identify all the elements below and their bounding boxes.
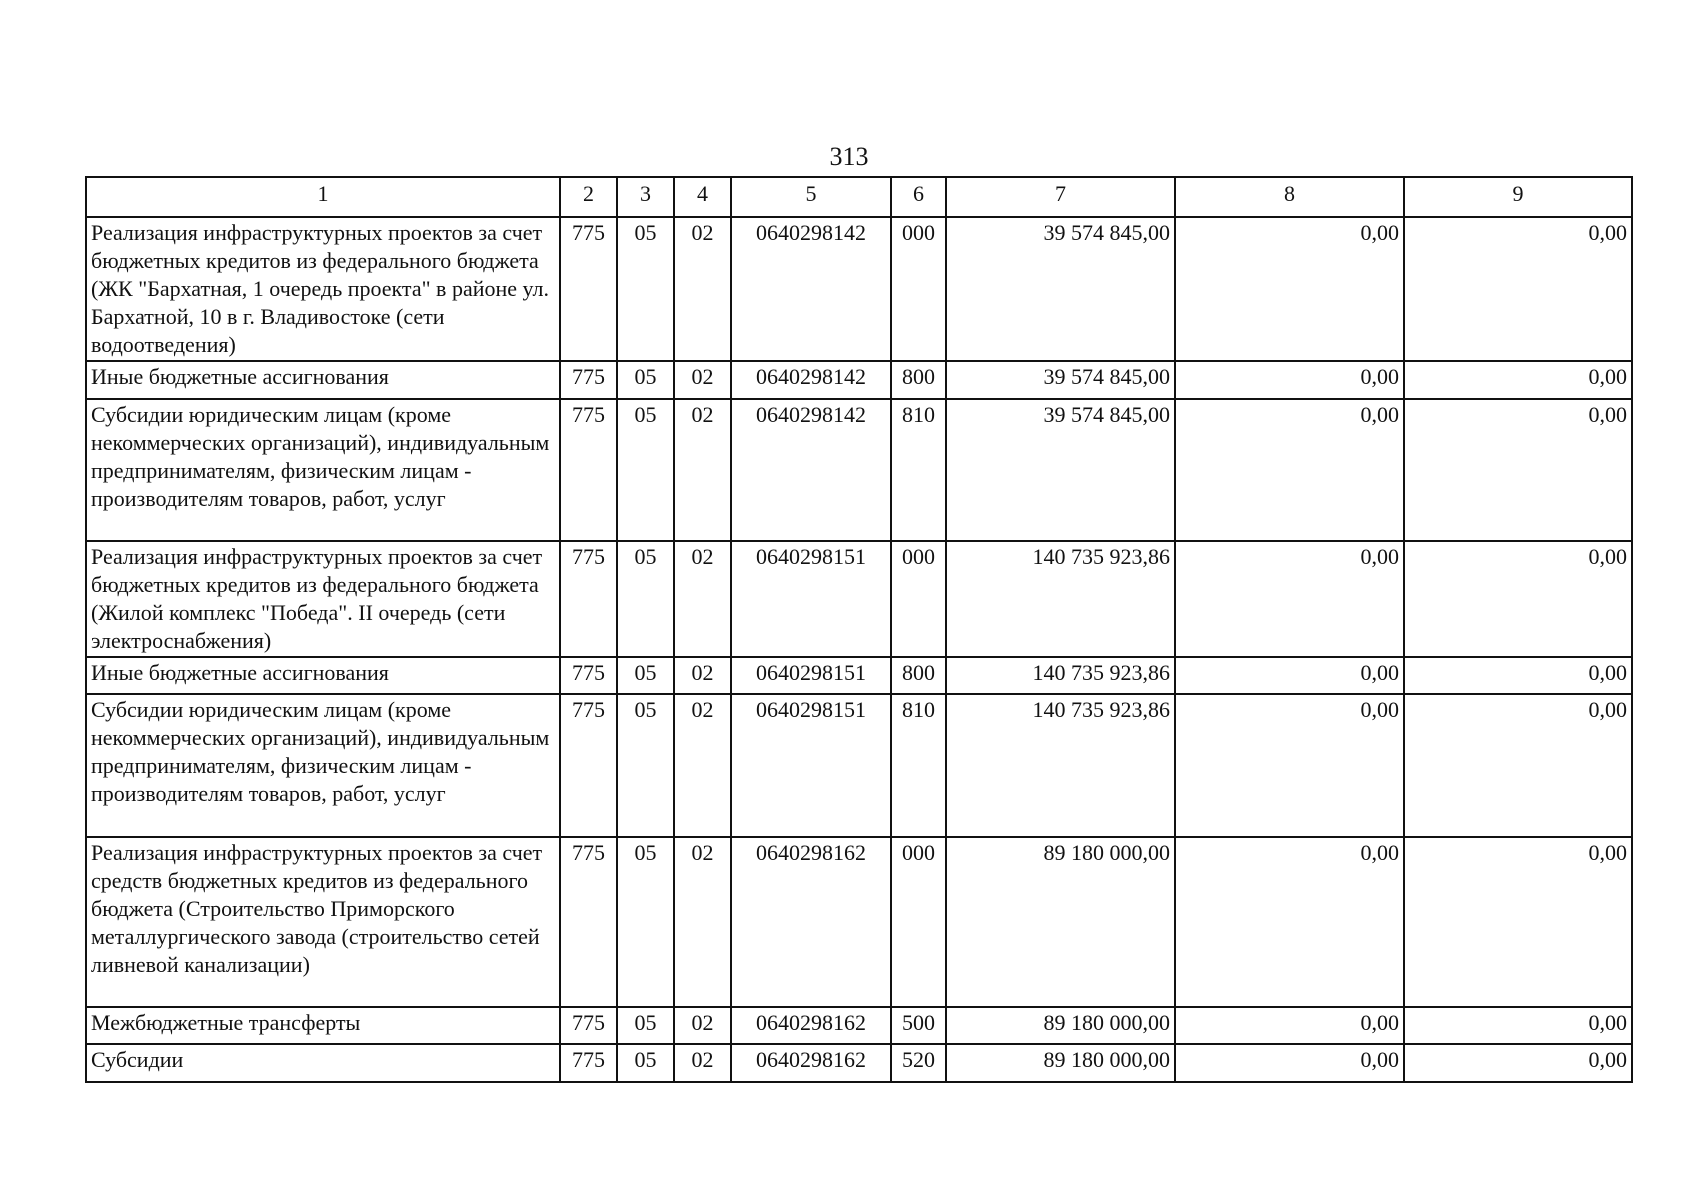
subsection-code: 02 bbox=[674, 1044, 731, 1082]
section-code: 05 bbox=[617, 1007, 674, 1044]
expense-type-code: 000 bbox=[891, 541, 946, 657]
target-article-code: 0640298142 bbox=[731, 399, 891, 541]
expense-type-code: 500 bbox=[891, 1007, 946, 1044]
target-article-code: 0640298151 bbox=[731, 541, 891, 657]
amount-col-9: 0,00 bbox=[1404, 361, 1632, 399]
amount-col-7: 89 180 000,00 bbox=[946, 1007, 1175, 1044]
subsection-code: 02 bbox=[674, 361, 731, 399]
amount-col-8: 0,00 bbox=[1175, 1007, 1404, 1044]
amount-col-8: 0,00 bbox=[1175, 217, 1404, 361]
table-row bbox=[86, 361, 1632, 399]
expense-type-code: 800 bbox=[891, 361, 946, 399]
amount-col-9: 0,00 bbox=[1404, 1007, 1632, 1044]
section-code: 05 bbox=[617, 399, 674, 541]
column-header: 2 bbox=[560, 177, 617, 217]
target-article-code: 0640298142 bbox=[731, 217, 891, 361]
subsection-code: 02 bbox=[674, 837, 731, 1007]
page-number: 313 bbox=[829, 142, 869, 171]
amount-col-8: 0,00 bbox=[1175, 361, 1404, 399]
amount-col-8: 0,00 bbox=[1175, 657, 1404, 694]
target-article-code: 0640298151 bbox=[731, 694, 891, 837]
ministry-code: 775 bbox=[560, 399, 617, 541]
amount-col-7: 89 180 000,00 bbox=[946, 837, 1175, 1007]
column-header: 4 bbox=[674, 177, 731, 217]
column-header: 8 bbox=[1175, 177, 1404, 217]
expense-type-code: 810 bbox=[891, 399, 946, 541]
table-row bbox=[86, 837, 1632, 1007]
subsection-code: 02 bbox=[674, 399, 731, 541]
amount-col-8: 0,00 bbox=[1175, 541, 1404, 657]
ministry-code: 775 bbox=[560, 837, 617, 1007]
target-article-code: 0640298151 bbox=[731, 657, 891, 694]
target-article-code: 0640298162 bbox=[731, 1007, 891, 1044]
table-row bbox=[86, 694, 1632, 837]
table-row bbox=[86, 399, 1632, 541]
ministry-code: 775 bbox=[560, 217, 617, 361]
expense-type-code: 520 bbox=[891, 1044, 946, 1082]
amount-col-7: 39 574 845,00 bbox=[946, 361, 1175, 399]
row-name: Иные бюджетные ассигнования bbox=[86, 657, 560, 694]
column-header: 5 bbox=[731, 177, 891, 217]
row-name: Иные бюджетные ассигнования bbox=[86, 361, 560, 399]
amount-col-7: 39 574 845,00 bbox=[946, 399, 1175, 541]
row-name: Субсидии юридическим лицам (кроме некоммерческих организаций), индивидуальным предпринимателям, физическим лицам - производителям товаров, работ, услуг bbox=[86, 399, 560, 541]
section-code: 05 bbox=[617, 217, 674, 361]
ministry-code: 775 bbox=[560, 361, 617, 399]
row-name: Межбюджетные трансферты bbox=[86, 1007, 560, 1044]
section-code: 05 bbox=[617, 361, 674, 399]
subsection-code: 02 bbox=[674, 1007, 731, 1044]
subsection-code: 02 bbox=[674, 541, 731, 657]
ministry-code: 775 bbox=[560, 694, 617, 837]
row-name: Реализация инфраструктурных проектов за счет средств бюджетных кредитов из федерального бюджета (Строительство Приморского металлургического завода (строительство сетей ливневой канализации) bbox=[86, 837, 560, 1007]
ministry-code: 775 bbox=[560, 541, 617, 657]
amount-col-7: 140 735 923,86 bbox=[946, 541, 1175, 657]
expense-type-code: 800 bbox=[891, 657, 946, 694]
amount-col-8: 0,00 bbox=[1175, 1044, 1404, 1082]
amount-col-7: 140 735 923,86 bbox=[946, 694, 1175, 837]
subsection-code: 02 bbox=[674, 694, 731, 837]
table-row bbox=[86, 217, 1632, 361]
table-row bbox=[86, 541, 1632, 657]
section-code: 05 bbox=[617, 694, 674, 837]
target-article-code: 0640298142 bbox=[731, 361, 891, 399]
table-row bbox=[86, 1007, 1632, 1044]
expense-type-code: 000 bbox=[891, 217, 946, 361]
section-code: 05 bbox=[617, 657, 674, 694]
target-article-code: 0640298162 bbox=[731, 1044, 891, 1082]
column-header: 6 bbox=[891, 177, 946, 217]
column-header: 1 bbox=[86, 177, 560, 217]
amount-col-8: 0,00 bbox=[1175, 399, 1404, 541]
section-code: 05 bbox=[617, 541, 674, 657]
header-row bbox=[86, 177, 1632, 217]
amount-col-9: 0,00 bbox=[1404, 1044, 1632, 1082]
row-name: Субсидии bbox=[86, 1044, 560, 1082]
target-article-code: 0640298162 bbox=[731, 837, 891, 1007]
ministry-code: 775 bbox=[560, 1007, 617, 1044]
amount-col-9: 0,00 bbox=[1404, 657, 1632, 694]
table-row bbox=[86, 657, 1632, 694]
amount-col-8: 0,00 bbox=[1175, 837, 1404, 1007]
column-header: 3 bbox=[617, 177, 674, 217]
amount-col-7: 89 180 000,00 bbox=[946, 1044, 1175, 1082]
amount-col-9: 0,00 bbox=[1404, 694, 1632, 837]
amount-col-7: 39 574 845,00 bbox=[946, 217, 1175, 361]
row-name: Субсидии юридическим лицам (кроме некоммерческих организаций), индивидуальным предпринимателям, физическим лицам - производителям товаров, работ, услуг bbox=[86, 694, 560, 837]
amount-col-9: 0,00 bbox=[1404, 541, 1632, 657]
section-code: 05 bbox=[617, 837, 674, 1007]
row-name: Реализация инфраструктурных проектов за счет бюджетных кредитов из федерального бюджета (Жилой комплекс "Победа". II очередь (сети электроснабжения) bbox=[86, 541, 560, 657]
section-code: 05 bbox=[617, 1044, 674, 1082]
column-header: 9 bbox=[1404, 177, 1632, 217]
amount-col-8: 0,00 bbox=[1175, 694, 1404, 837]
row-name: Реализация инфраструктурных проектов за счет бюджетных кредитов из федерального бюджета (ЖК "Бархатная, 1 очередь проекта" в районе ул. Бархатной, 10 в г. Владивостоке (сети водоотведения) bbox=[86, 217, 560, 361]
amount-col-7: 140 735 923,86 bbox=[946, 657, 1175, 694]
amount-col-9: 0,00 bbox=[1404, 837, 1632, 1007]
ministry-code: 775 bbox=[560, 1044, 617, 1082]
budget-table bbox=[85, 176, 1633, 1083]
expense-type-code: 810 bbox=[891, 694, 946, 837]
amount-col-9: 0,00 bbox=[1404, 399, 1632, 541]
subsection-code: 02 bbox=[674, 217, 731, 361]
ministry-code: 775 bbox=[560, 657, 617, 694]
subsection-code: 02 bbox=[674, 657, 731, 694]
column-header: 7 bbox=[946, 177, 1175, 217]
expense-type-code: 000 bbox=[891, 837, 946, 1007]
amount-col-9: 0,00 bbox=[1404, 217, 1632, 361]
table-row bbox=[86, 1044, 1632, 1082]
